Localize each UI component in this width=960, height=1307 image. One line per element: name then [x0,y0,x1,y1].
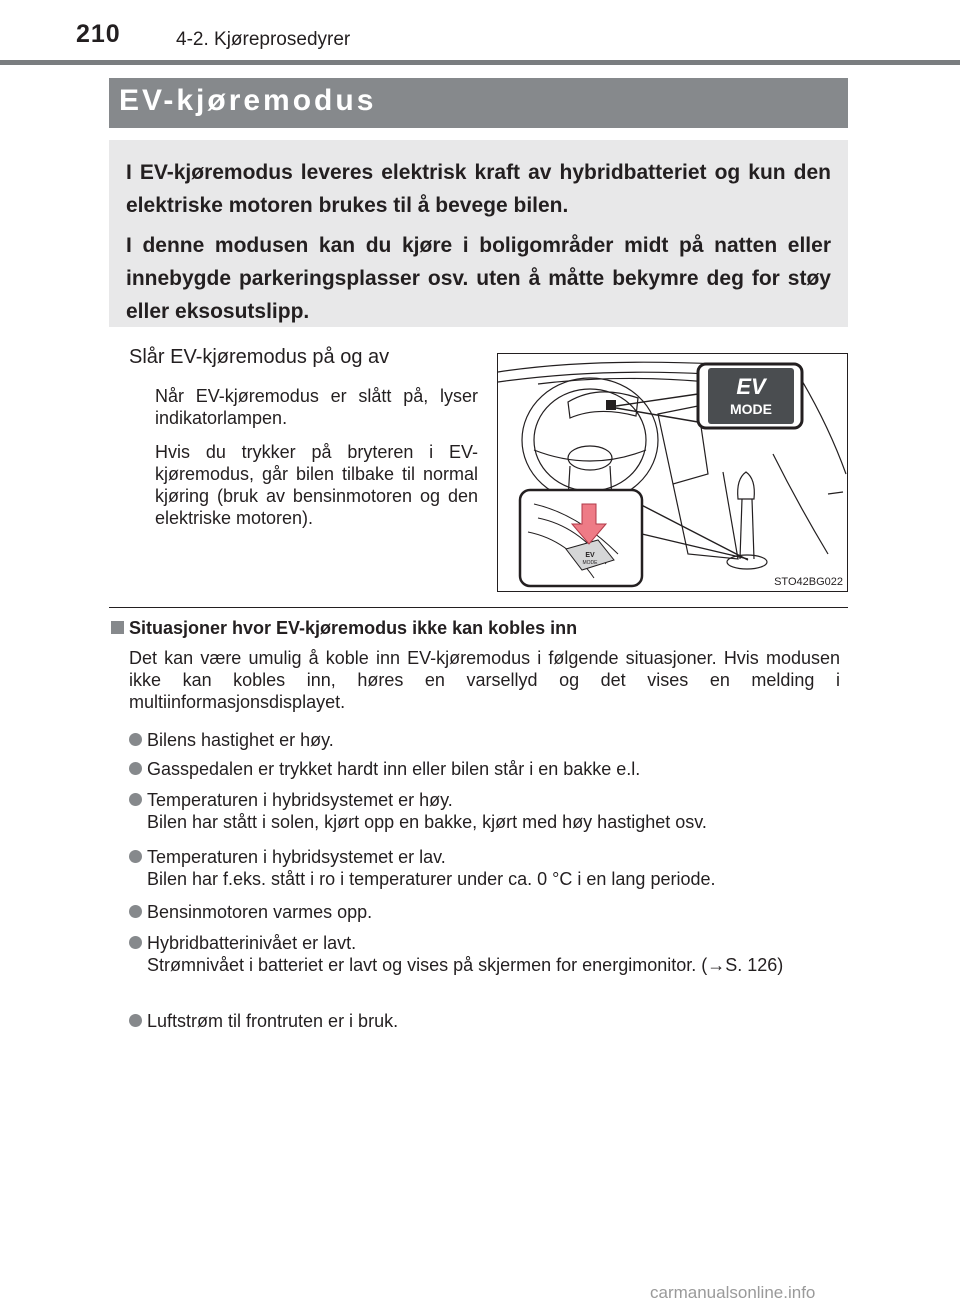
section-divider [109,607,848,608]
list-item: Temperaturen i hybridsystemet er lav. Bilen har f.eks. stått i ro i temperaturer under ca. 0 °C i en lang periode. [129,846,840,890]
intro-paragraph-2: I denne modusen kan du kjøre i boligområder midt på natten eller innebygde parkeringsplasser osv. uten å måtte bekymre deg for støy eller eksosutslipp. [126,234,831,323]
indicator-lamp-icon [606,400,616,410]
switch-mode-label: MODE [582,560,598,566]
bullet-icon [129,1014,142,1027]
bullet-icon [129,850,142,863]
list-item: Bilens hastighet er høy. [129,729,840,751]
ev-button-label: EV [736,374,766,399]
switch-ev-label: EV [585,552,595,559]
list-item: Bensinmotoren varmes opp. [129,901,840,923]
watermark: carmanualsonline.info [650,1283,816,1302]
bullet-icon [129,762,142,775]
list-item: Temperaturen i hybridsystemet er høy. Bilen har stått i solen, kjørt opp en bakke, kjørt med høy hastighet osv. [129,789,840,833]
section-reference: 4-2. Kjøreprosedyrer [176,29,351,50]
mode-button-label: MODE [730,401,772,417]
intro-paragraph-1: I EV-kjøremodus leveres elektrisk kraft av hybridbatteriet og kun den elektriske motoren brukes til å bevege bilen. [126,161,831,217]
list-item: Luftstrøm til frontruten er i bruk. [129,1010,840,1032]
bullet-icon [129,733,142,746]
header-rule [0,60,960,65]
intro-box [109,140,848,327]
page-title: EV-kjøremodus [119,84,377,117]
heading-marker-icon [111,621,124,634]
bullet-icon [129,793,142,806]
page-number: 210 [76,20,121,48]
situations-intro: Det kan være umulig å koble inn EV-kjøremodus i følgende situasjoner. Hvis modusen ikke kan kobles inn, høres en varsellyd og det vises en melding i multiinformasjonsdisplayet. [129,648,840,712]
dashboard-illustration [498,354,848,592]
list-item: Hybridbatterinivået er lavt. Strømnivået i batteriet er lavt og vises på skjermen for energimonitor. (→S. 126) [129,932,840,976]
feature-text-2: Hvis du trykker på bryteren i EV-kjøremodus, går bilen tilbake til normal kjøring (bruk av bensinmotoren og den elektriske motoren). [155,442,478,528]
list-item: Gasspedalen er trykket hardt inn eller bilen står i en bakke e.l. [129,758,840,780]
feature-text-1: Når EV-kjøremodus er slått på, lyser indikatorlampen. [155,386,478,428]
figure-code: STO42BG022 [774,576,843,588]
ev-mode-figure [497,353,848,592]
situations-heading: Situasjoner hvor EV-kjøremodus ikke kan kobles inn [129,618,578,638]
feature-heading: Slår EV-kjøremodus på og av [129,346,390,368]
bullet-icon [129,905,142,918]
bullet-icon [129,936,142,949]
